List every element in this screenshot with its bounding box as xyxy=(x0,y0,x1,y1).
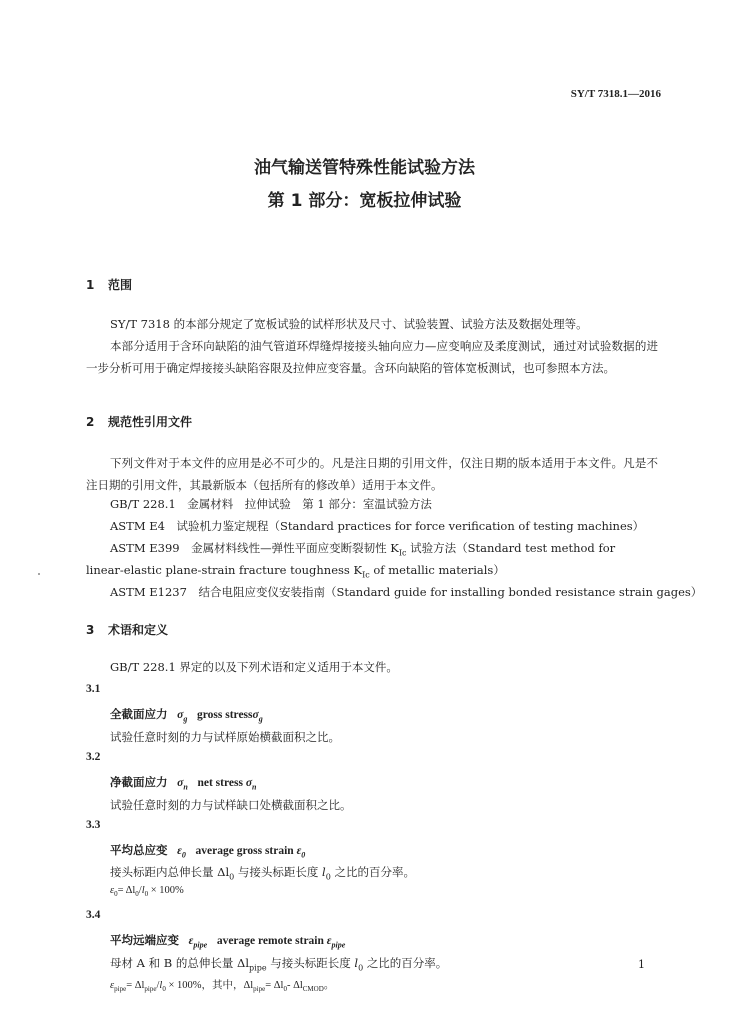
term-english: net stress $\sigma_n$ xyxy=(197,777,257,792)
clause-number: 3.3 xyxy=(86,819,101,831)
term-entry xyxy=(110,932,345,949)
term-english: gross stressσ$_g$ xyxy=(197,709,263,724)
section-number: 1 xyxy=(86,278,95,292)
document-subtitle: 第 1 部分：宽板拉伸试验 xyxy=(267,191,462,211)
term-definition: 母材 A 和 B 的总伸长量 $\Delta l_{pipe}$ 与接头标距长度 $l_0$ 之比的百分率。 xyxy=(110,956,448,973)
terms-intro: GB/T 228.1 界定的以及下列术语和定义适用于本文件。 xyxy=(110,660,398,674)
section-title: 范围 xyxy=(108,278,133,292)
reference-item: ASTM E4 试验机力鉴定规程（Standard practices for force verification of testing machines） xyxy=(110,519,645,533)
term-english: average remote strain $\varepsilon_{pipe}$ xyxy=(216,935,346,950)
section-heading-3 xyxy=(86,621,168,638)
term-entry xyxy=(110,706,263,723)
subscript: Ic xyxy=(398,548,407,558)
scan-speck xyxy=(38,573,40,575)
document-title: 油气输送管特殊性能试验方法 xyxy=(254,158,475,178)
term-symbol: $\varepsilon_0$ xyxy=(177,845,186,860)
term-symbol: $\sigma_n$ xyxy=(177,777,188,792)
term-english: average gross strain $\varepsilon_0$ xyxy=(195,845,306,860)
scope-paragraph-1: SY/T 7318 的本部分规定了宽板试验的试样形状及尺寸、试验装置、试验方法及数据处理等。 xyxy=(110,317,588,331)
term-entry xyxy=(110,774,256,791)
term-symbol: $\varepsilon_{pipe}$ xyxy=(188,935,208,950)
formula: $\varepsilon_{pipe}= \Delta l_{pipe}/l_0 \times 100\%$，其中，$\Delta l_{pipe}= \Delta l_0-$ $\Delta l_{CMOD}$。 xyxy=(110,980,335,994)
standard-code: SY/T 7318.1—2016 xyxy=(570,88,661,100)
section-title: 术语和定义 xyxy=(108,623,169,637)
term-definition: 试验任意时刻的力与试样原始横截面积之比。 xyxy=(110,730,340,744)
term-definition: 试验任意时刻的力与试样缺口处横截面积之比。 xyxy=(110,798,352,812)
reference-text-tail: of metallic materials） xyxy=(373,563,505,577)
reference-item: GB/T 228.1 金属材料 拉伸试验 第 1 部分：室温试验方法 xyxy=(110,497,432,511)
term-chinese: 平均总应变 xyxy=(110,843,168,857)
formula: $\varepsilon_0= \Delta l_0/l_0 \times 100\%$ xyxy=(110,885,184,899)
clause-number: 3.1 xyxy=(86,683,101,695)
reference-text-tail: 试验方法（Standard test method for xyxy=(410,541,616,555)
clause-number: 3.4 xyxy=(86,909,101,921)
section-title: 规范性引用文件 xyxy=(108,415,193,429)
term-symbol: $\sigma_g$ xyxy=(177,709,188,724)
term-chinese: 平均远端应变 xyxy=(110,933,179,947)
subscript: Ic xyxy=(362,570,370,580)
reference-item xyxy=(110,540,615,557)
section-number: 3 xyxy=(86,623,95,637)
reference-text: ASTM E399 金属材料线性—弹性平面应变断裂韧性 K xyxy=(110,541,399,555)
section-heading-2 xyxy=(86,413,192,430)
term-entry xyxy=(110,842,305,859)
section-heading-1 xyxy=(86,276,132,293)
term-chinese: 净截面应力 xyxy=(110,775,168,789)
page-number: 1 xyxy=(638,958,645,971)
section-number: 2 xyxy=(86,415,95,429)
scope-paragraph-2: 本部分适用于含环向缺陷的油气管道环焊缝焊接接头轴向应力—应变响应及柔度测试，通过对试验数据的进一步分析可用于确定焊接接头缺陷容限及拉伸应变容量。含环向缺陷的管体宽板测试，也可参照本方法。 xyxy=(86,339,658,375)
normative-references-intro: 下列文件对于本文件的应用是必不可少的。凡是注日期的引用文件，仅注日期的版本适用于本文件。凡是不注日期的引用文件，其最新版本（包括所有的修改单）适用于本文件。 xyxy=(86,456,658,492)
reference-item-continued xyxy=(86,562,505,579)
term-chinese: 全截面应力 xyxy=(110,707,168,721)
reference-item: ASTM E1237 结合电阻应变仪安装指南（Standard guide for installing bonded resistance strain gages） xyxy=(110,585,703,599)
reference-text: linear-elastic plane-strain fracture toughness K xyxy=(86,563,363,577)
clause-number: 3.2 xyxy=(86,751,101,763)
term-definition: 接头标距内总伸长量 $\Delta l_0$ 与接头标距长度 $l_0$ 之比的百分率。 xyxy=(110,865,415,882)
